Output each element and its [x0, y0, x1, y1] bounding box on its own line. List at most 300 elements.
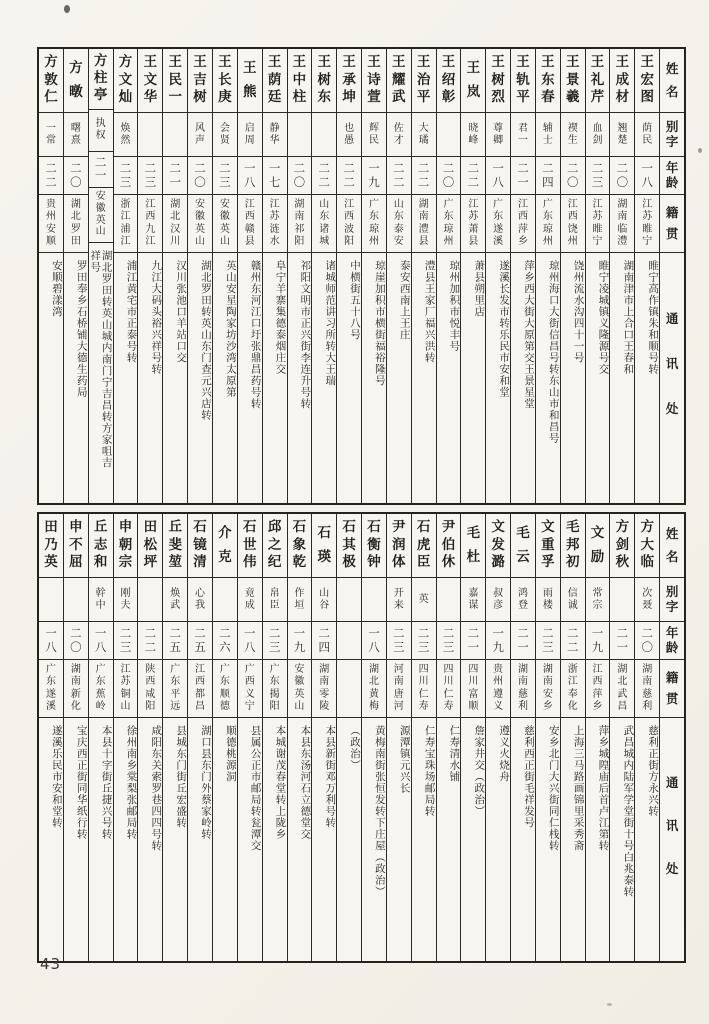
entry-address: 澧县王家厂福兴洪转: [423, 260, 436, 364]
entry-age: 二 一: [89, 152, 113, 188]
entry-origin: 湖 南 安 乡: [536, 660, 560, 718]
entry-age: [337, 622, 361, 660]
entry-name: 石 衡 钟: [362, 514, 386, 578]
entry-origin: 广 东 遂 溪: [39, 660, 63, 718]
entry-address: 英山安星陶家坊沙湾太原第: [224, 260, 237, 398]
entry-address: 祁阳文明市正兴街李连升号转: [299, 260, 312, 410]
entry-age: 二 三: [437, 622, 461, 660]
entry-courtesy-name: 尊 卿: [486, 113, 510, 157]
entry-name: 文 励: [586, 514, 610, 578]
entry-courtesy-name: 大 璚: [412, 113, 436, 157]
entry-column: [262, 514, 287, 961]
entry-courtesy-name: 启 周: [238, 113, 262, 157]
entry-courtesy-name: 佐 才: [387, 113, 411, 157]
entry-courtesy-name: 也 愚: [337, 113, 361, 157]
entry-age: 二 二: [412, 157, 436, 195]
entry-name: 申 朝 宗: [114, 514, 138, 578]
entry-name: 丘 斐 堃: [163, 514, 187, 578]
entry-courtesy-name: 执 权: [89, 110, 113, 152]
registry-table-top: [37, 47, 686, 505]
entry-origin: 湖 北 武 昌: [610, 660, 634, 718]
header-column: [659, 514, 684, 961]
entry-age: 二 〇: [610, 157, 634, 195]
entry-column: [634, 514, 659, 961]
entry-courtesy-name: 风 声: [188, 113, 212, 157]
entry-age: 二 三: [114, 622, 138, 660]
entry-name: 王 景 羲: [561, 49, 585, 113]
entry-age: 二 一: [511, 622, 535, 660]
entry-courtesy-name: 禊 生: [561, 113, 585, 157]
entry-age: 二 三: [536, 622, 560, 660]
entry-address: 湖北罗田转英山城内南门宁吉昌转方家咀吉祥号: [89, 250, 113, 469]
entry-origin: 江 西 饶 州: [561, 195, 585, 253]
entry-age: 一 八: [89, 622, 113, 660]
entry-address: 琼崖加积市横街福裕隆号: [373, 260, 386, 387]
entry-column: [137, 514, 162, 961]
header-address: 通 讯 处: [665, 311, 679, 417]
header-column: [659, 49, 684, 503]
entry-courtesy-name: 一 常: [39, 113, 63, 157]
entry-age: 二 二: [39, 157, 63, 195]
entry-column: [634, 49, 659, 503]
entry-age: 二 〇: [64, 622, 88, 660]
entry-origin: 贵 州 安 顺: [39, 195, 63, 253]
entry-age: 二 二: [138, 622, 162, 660]
entry-address: 黄梅南街张恒发转下庄屋（政治）: [373, 725, 386, 898]
entry-address: 遂溪乐民市安和堂转: [50, 725, 63, 829]
entry-origin: 江 苏 涟 水: [263, 195, 287, 253]
entry-origin: 江 西 波 阳: [337, 195, 361, 253]
entry-address: 琼州加积市悦丰号: [448, 260, 461, 352]
entry-origin: 浙 江 浦 江: [114, 195, 138, 253]
entry-origin: 四 川 富 顺: [461, 660, 485, 718]
entry-column: [460, 49, 485, 503]
entry-name: 邱 之 纪: [263, 514, 287, 578]
entry-address: 顺德桃源洞: [224, 725, 237, 783]
entry-name: 田 乃 英: [39, 514, 63, 578]
entry-age: 一 八: [635, 157, 659, 195]
entry-courtesy-name: 刚 夫: [114, 578, 138, 622]
entry-column: [287, 49, 312, 503]
entry-origin: 湖 北 黄 梅: [362, 660, 386, 718]
scan-speck: [64, 5, 70, 13]
entry-origin: 四 川 仁 寿: [412, 660, 436, 718]
entry-name: 方 敦 仁: [39, 49, 63, 113]
entry-age: 二 〇: [288, 157, 312, 195]
entry-courtesy-name: 会 贤: [213, 113, 237, 157]
entry-origin: 广 东 遂 溪: [486, 195, 510, 253]
entry-column: [88, 514, 113, 961]
entry-origin: 贵 州 遵 义: [486, 660, 510, 718]
entry-column: [485, 49, 510, 503]
entry-courtesy-name: 雨 楼: [536, 578, 560, 622]
entry-courtesy-name: [610, 578, 634, 622]
entry-column: [585, 514, 610, 961]
entry-age: 二 一: [511, 157, 535, 195]
header-courtesy: 别 字: [660, 113, 684, 157]
entry-origin: 广 东 琼 州: [437, 195, 461, 253]
entry-name: 王 熊: [238, 49, 262, 113]
entry-age: 二 〇: [635, 622, 659, 660]
entry-age: 一 九: [288, 622, 312, 660]
entry-courtesy-name: 竟 成: [238, 578, 262, 622]
entry-age: 一 八: [486, 157, 510, 195]
entry-column: [361, 49, 386, 503]
entry-origin: 湖 南 慈 利: [635, 660, 659, 718]
entry-name: 王 东 春: [536, 49, 560, 113]
entry-origin: 广 东 琼 州: [536, 195, 560, 253]
entry-column: [436, 49, 461, 503]
entry-address: 睢宁凌城镇义隆源号交: [597, 260, 610, 375]
entry-name: 王 承 坤: [337, 49, 361, 113]
entry-column: [137, 49, 162, 503]
entry-address: 上海三马路画锦里采秀斋: [572, 725, 585, 852]
entry-origin: 广 东 琼 州: [362, 195, 386, 253]
entry-name: 介 克: [213, 514, 237, 578]
entry-name: 王 民 一: [163, 49, 187, 113]
entry-column: [361, 514, 386, 961]
entry-age: 一 七: [263, 157, 287, 195]
header-origin: 籍 贯: [660, 660, 684, 718]
entry-column: [510, 49, 535, 503]
entry-column: [311, 514, 336, 961]
entry-column: [560, 49, 585, 503]
entry-name: 毛 邦 初: [561, 514, 585, 578]
entry-address: 湖南津市上合口王春和: [622, 260, 635, 375]
entry-address: 本县东汤河石立德堂交: [299, 725, 312, 840]
entry-name: 石 其 极: [337, 514, 361, 578]
entry-courtesy-name: 英: [412, 578, 436, 622]
entry-origin: 江 西 九 江: [138, 195, 162, 253]
entry-age: 一 八: [362, 622, 386, 660]
entry-origin: 安 徽 英 山: [213, 195, 237, 253]
entry-name: 王 治 平: [412, 49, 436, 113]
entry-age: 二 三: [387, 622, 411, 660]
entry-name: 王 岚: [461, 49, 485, 113]
entry-origin: 江 苏 萧 县: [461, 195, 485, 253]
entry-courtesy-name: 晓 峰: [461, 113, 485, 157]
entry-courtesy-name: 君 一: [511, 113, 535, 157]
entry-name: 王 轨 平: [511, 49, 535, 113]
entry-column: [113, 514, 138, 961]
entry-origin: 安 徽 英 山: [188, 195, 212, 253]
entry-age: 二 〇: [188, 157, 212, 195]
entry-name: 石 瑛: [312, 514, 336, 578]
entry-name: 方 暾: [64, 49, 88, 113]
entry-column: [311, 49, 336, 503]
entry-courtesy-name: [163, 113, 187, 157]
entry-courtesy-name: [437, 578, 461, 622]
entry-column: [113, 49, 138, 503]
entry-name: 方 大 临: [635, 514, 659, 578]
entry-courtesy-name: [337, 578, 361, 622]
entry-age: 二 三: [586, 157, 610, 195]
entry-age: 二 一: [163, 157, 187, 195]
entry-origin: 安 徽 英 山: [89, 188, 113, 243]
header-age: 年 龄: [660, 622, 684, 660]
entry-age: 二 三: [114, 157, 138, 195]
entry-address: 赣州东河江口圩张鼎昌药号转: [249, 260, 262, 410]
entry-origin: 湖 南 澧 县: [412, 195, 436, 253]
entry-name: 王 树 东: [312, 49, 336, 113]
entry-name: 王 中 柱: [288, 49, 312, 113]
entry-origin: 湖 南 新 化: [64, 660, 88, 718]
entry-courtesy-name: 静 华: [263, 113, 287, 157]
entry-age: 二 一: [461, 622, 485, 660]
entry-courtesy-name: [138, 113, 162, 157]
entry-courtesy-name: [64, 578, 88, 622]
entry-name: 毛 云: [511, 514, 535, 578]
entry-name: 王 成 材: [610, 49, 634, 113]
entry-age: 二 二: [387, 157, 411, 195]
entry-age: 二 二: [561, 622, 585, 660]
entry-origin: 湖 南 零 陵: [312, 660, 336, 718]
entry-column: [336, 514, 361, 961]
entry-name: 王 诗 萱: [362, 49, 386, 113]
entry-column: [212, 514, 237, 961]
entry-name: 王 宏 图: [635, 49, 659, 113]
entry-address: 阜宁羊寨集德泰烟庄交: [274, 260, 287, 375]
entry-name: 申 不 屈: [64, 514, 88, 578]
entry-name: 毛 杜: [461, 514, 485, 578]
entry-address: 泰安西南上王庄: [398, 260, 411, 341]
entry-origin: 湖 北 汉 川: [163, 195, 187, 253]
entry-courtesy-name: 山 谷: [312, 578, 336, 622]
entry-column: [237, 514, 262, 961]
entry-courtesy-name: 血 剑: [586, 113, 610, 157]
entry-courtesy-name: 焕 武: [163, 578, 187, 622]
entry-column: [237, 49, 262, 503]
entry-column: [336, 49, 361, 503]
entry-name: 尹 润 体: [387, 514, 411, 578]
entry-name: 王 绍 彰: [437, 49, 461, 113]
entry-origin: 湖 南 慈 利: [511, 660, 535, 718]
entry-name: 尹 伯 休: [437, 514, 461, 578]
entry-origin: 江 苏 铜 山: [114, 660, 138, 718]
entry-address: 遵义火烧舟: [498, 725, 511, 783]
entry-courtesy-name: 叔 彦: [486, 578, 510, 622]
entry-courtesy-name: [437, 113, 461, 157]
entry-column: [535, 514, 560, 961]
entry-origin: 广 东 揭 阳: [263, 660, 287, 718]
entry-address: 本城谢茂春堂转上陇乡: [274, 725, 287, 840]
entry-courtesy-name: [362, 578, 386, 622]
entry-courtesy-name: [213, 578, 237, 622]
entry-name: 丘 志 和: [89, 514, 113, 578]
entry-name: 方 柱 亭: [89, 49, 113, 110]
entry-age: 二 二: [312, 157, 336, 195]
entry-courtesy-name: 焕 然: [114, 113, 138, 157]
entry-age: 一 九: [362, 157, 386, 195]
entry-courtesy-name: 辉 民: [362, 113, 386, 157]
entry-column: [485, 514, 510, 961]
entry-courtesy-name: 荫 民: [635, 113, 659, 157]
entry-column: [287, 514, 312, 961]
entry-courtesy-name: 帛 臣: [263, 578, 287, 622]
entry-courtesy-name: 信 诚: [561, 578, 585, 622]
entry-name: 王 荫 廷: [263, 49, 287, 113]
entry-column: [510, 514, 535, 961]
entry-address: 慈利正街方永兴转: [647, 725, 660, 817]
entry-address: 徐州南乡棠梨张邮局转: [125, 725, 138, 840]
entry-address: 睢宁高作镇朱和顺号转: [647, 260, 660, 375]
entry-name: 石 虎 臣: [412, 514, 436, 578]
header-origin: 籍 贯: [660, 195, 684, 253]
entry-column: [212, 49, 237, 503]
entry-courtesy-name: 嘉 谋: [461, 578, 485, 622]
entry-origin: 山 东 诸 城: [312, 195, 336, 253]
entry-age: 二 二: [337, 157, 361, 195]
entry-column: [63, 49, 88, 503]
entry-column: [88, 49, 113, 503]
entry-column: [39, 514, 63, 961]
entry-courtesy-name: 次 聂: [635, 578, 659, 622]
entry-column: [187, 49, 212, 503]
entry-column: [609, 49, 634, 503]
entry-column: [386, 514, 411, 961]
entry-address: 本县十字街丘捷兴号转: [100, 725, 113, 840]
entry-address: 詹家井交（政治）: [473, 725, 486, 817]
entry-address: 源潭镇元兴长: [398, 725, 411, 794]
entry-name: 王 文 华: [138, 49, 162, 113]
entry-address: 饶州流水沟四十一号: [572, 260, 585, 364]
entry-age: 二 〇: [64, 157, 88, 195]
entry-address: 九江大码头裕兴祥号转: [150, 260, 163, 375]
entry-age: 二 四: [312, 622, 336, 660]
entry-age: 一 九: [586, 622, 610, 660]
entry-address: 县城东门街丘宏盛转: [175, 725, 188, 829]
entry-courtesy-name: 作 垣: [288, 578, 312, 622]
header-name: 姓 名: [660, 514, 684, 578]
entry-column: [535, 49, 560, 503]
entry-address: 安顺碧漾湾: [50, 260, 63, 318]
entry-address: （政治）: [349, 725, 362, 771]
registry-table-bottom: [37, 512, 686, 963]
entry-address: 宝庆西正街同华纸行转: [75, 725, 88, 840]
entry-address: 本县新街邓万利号转: [324, 725, 337, 829]
entry-origin: 四 川 仁 寿: [437, 660, 461, 718]
entry-courtesy-name: [138, 578, 162, 622]
entry-age: 二 三: [138, 157, 162, 195]
entry-age: 二 三: [263, 622, 287, 660]
scan-speck: [607, 1003, 612, 1006]
entry-courtesy-name: 常 宗: [586, 578, 610, 622]
entry-column: [436, 514, 461, 961]
entry-name: 王 吉 树: [188, 49, 212, 113]
entry-age: 一 八: [39, 622, 63, 660]
entry-address: 仁寿宝珠场邮局转: [423, 725, 436, 817]
entry-courtesy-name: 辅 士: [536, 113, 560, 157]
entry-origin: 湖 南 祁 阳: [288, 195, 312, 253]
entry-name: 石 象 乾: [288, 514, 312, 578]
entry-column: [460, 514, 485, 961]
entry-address: 萧县朔里店: [473, 260, 486, 318]
entry-age: 二 五: [163, 622, 187, 660]
entry-column: [609, 514, 634, 961]
entry-name: 石 世 伟: [238, 514, 262, 578]
entry-address: 仁寿清水铺: [448, 725, 461, 783]
entry-age: 一 八: [238, 157, 262, 195]
entry-column: [39, 49, 63, 503]
entry-name: 王 长 庚: [213, 49, 237, 113]
entry-age: 一 九: [486, 622, 510, 660]
entry-age: 二 一: [610, 622, 634, 660]
entry-age: 一 八: [238, 622, 262, 660]
entry-origin: 江 苏 睢 宁: [586, 195, 610, 253]
entry-origin: 江 西 赣 县: [238, 195, 262, 253]
entry-column: [63, 514, 88, 961]
entry-name: 王 耀 武: [387, 49, 411, 113]
entry-origin: 浙 江 奉 化: [561, 660, 585, 718]
entry-address: 遂溪长发市转乐民市安和堂: [498, 260, 511, 398]
entry-name: 王 树 烈: [486, 49, 510, 113]
entry-origin: 江 西 萍 乡: [511, 195, 535, 253]
entry-address: 萍乡西大街大原第交王景星堂: [522, 260, 535, 410]
entry-courtesy-name: 心 我: [188, 578, 212, 622]
entry-address: 萍乡城隍庙后首卢江第转: [597, 725, 610, 852]
entry-column: [386, 49, 411, 503]
entry-name: 文 发 潞: [486, 514, 510, 578]
entry-name: 王 礼 芹: [586, 49, 610, 113]
page-number: 43: [40, 955, 62, 973]
entry-address: 中横街五十八号: [349, 260, 362, 341]
entry-courtesy-name: 曙 熹: [64, 113, 88, 157]
entry-age: 二 二: [461, 157, 485, 195]
entry-age: 二 〇: [561, 157, 585, 195]
entry-address: 安乡北门大兴街同仁栈转: [547, 725, 560, 852]
entry-origin: 江 西 萍 乡: [586, 660, 610, 718]
entry-origin: 湖 南 临 澧: [610, 195, 634, 253]
entry-courtesy-name: 翘 楚: [610, 113, 634, 157]
entry-courtesy-name: 开 来: [387, 578, 411, 622]
entry-address: 湖口县东门外蔡家岭转: [199, 725, 212, 840]
entry-column: [187, 514, 212, 961]
entry-address: 慈利西正街毛祥发号: [522, 725, 535, 829]
entry-address: 武昌城内陆军学堂街十号白兆泰转: [622, 725, 635, 898]
entry-name: 方 剑 秋: [610, 514, 634, 578]
entry-address: 县属公正市邮局转瓮潭交: [249, 725, 262, 852]
entry-address: 汉川张池口羊站口交: [175, 260, 188, 364]
entry-address: 诸城师范讲习所转大王瑞: [324, 260, 337, 387]
entry-column: [162, 49, 187, 503]
entry-address: 罗田奉乡石桥铺大德生药局: [75, 260, 88, 398]
entry-name: 方 文 灿: [114, 49, 138, 113]
entry-column: [162, 514, 187, 961]
entry-age: 二 三: [412, 622, 436, 660]
entry-column: [585, 49, 610, 503]
entry-courtesy-name: [312, 113, 336, 157]
entry-origin: 江 西 都 昌: [188, 660, 212, 718]
entry-name: 田 松 坪: [138, 514, 162, 578]
entry-origin: 湖 北 罗 田: [64, 195, 88, 253]
entry-origin: 江 苏 睢 宁: [635, 195, 659, 253]
header-courtesy: 别 字: [660, 578, 684, 622]
entry-address: 浦江黄宅市正泰号转: [125, 260, 138, 364]
header-address: 通 讯 处: [665, 774, 679, 876]
entry-origin: 河 南 唐 河: [387, 660, 411, 718]
entry-origin: 广 东 顺 德: [213, 660, 237, 718]
entry-age: 二 〇: [437, 157, 461, 195]
entry-column: [560, 514, 585, 961]
entry-age: 二 六: [213, 622, 237, 660]
entry-origin: 广 西 义 宁: [238, 660, 262, 718]
entry-courtesy-name: [39, 578, 63, 622]
entry-address: 湖北罗田转英山东门查元兴店转: [199, 260, 212, 421]
header-age: 年 龄: [660, 157, 684, 195]
entry-origin: 陕 西 咸 阳: [138, 660, 162, 718]
entry-courtesy-name: 幹 中: [89, 578, 113, 622]
entry-address: 琼州海口大街信昌号转东山市和昌号: [547, 260, 560, 444]
